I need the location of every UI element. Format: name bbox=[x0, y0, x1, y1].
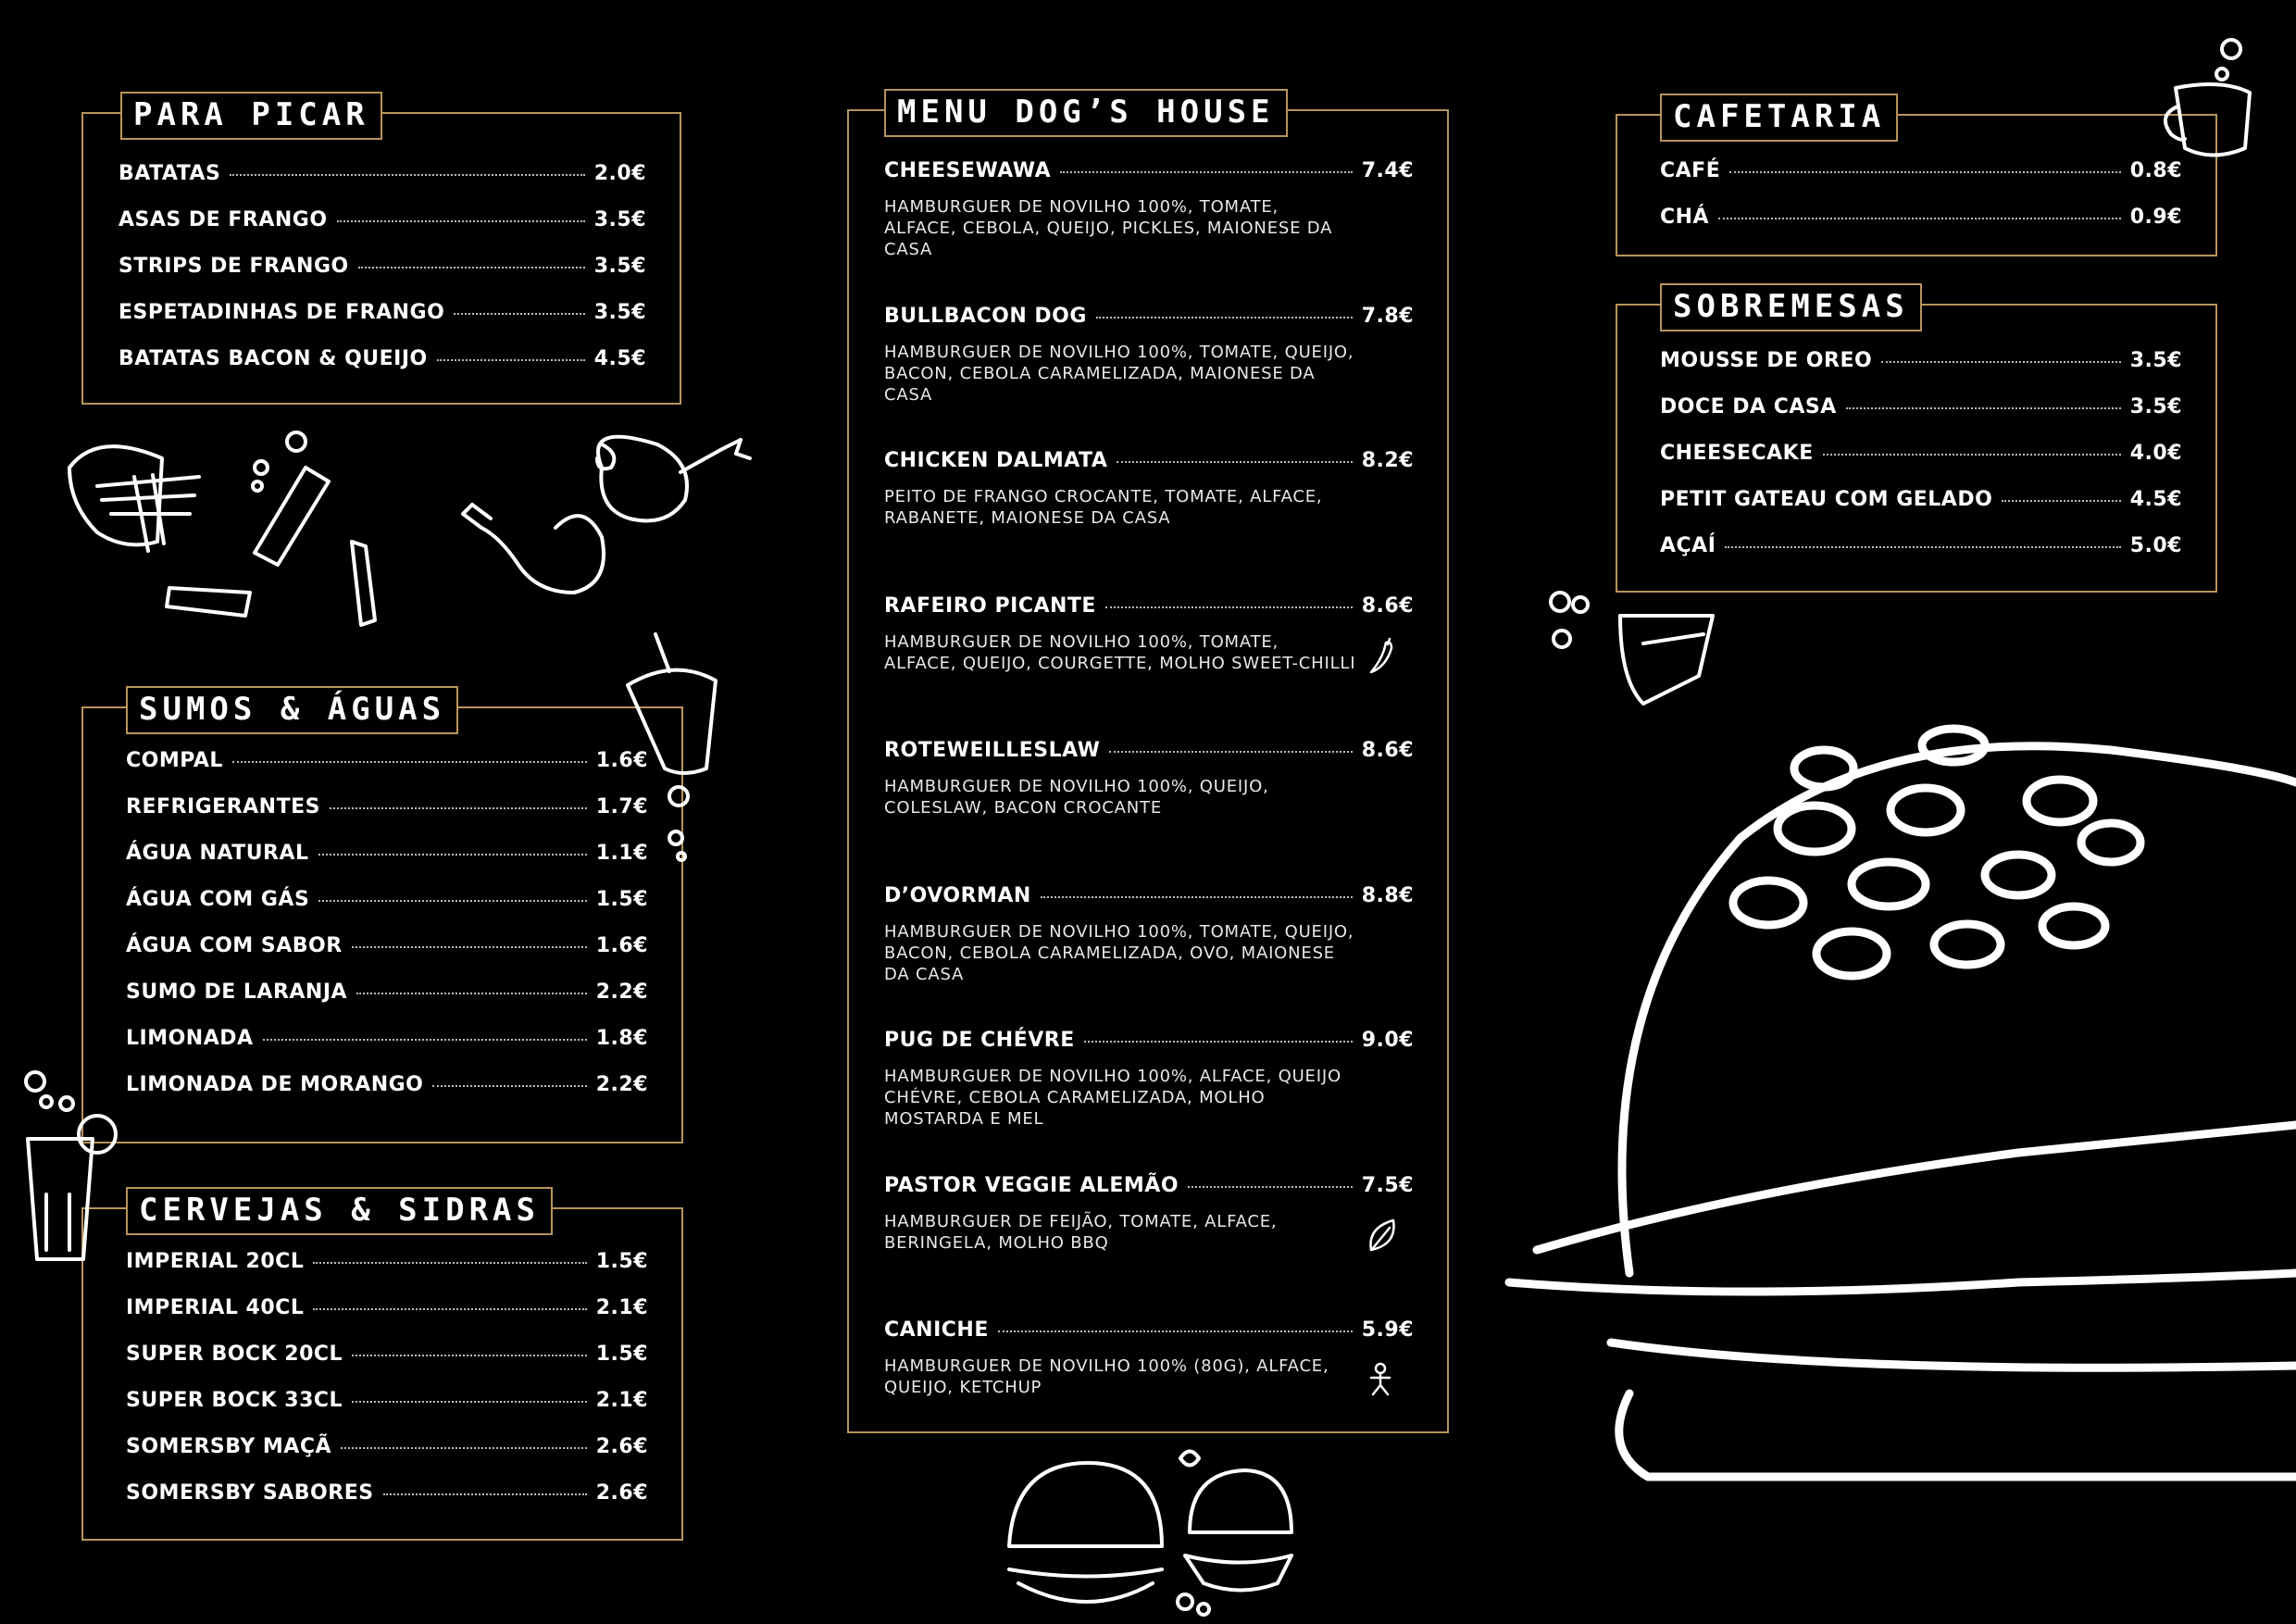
dot-leader bbox=[313, 1262, 586, 1264]
para-picar-section bbox=[81, 96, 681, 405]
item-name: ÁGUA NATURAL bbox=[126, 842, 309, 865]
item-price: 2.6€ bbox=[595, 1481, 648, 1505]
section-title: CAFETARIA bbox=[1660, 94, 1898, 142]
coffee-cup-icon bbox=[2157, 32, 2268, 162]
sumos-section bbox=[81, 691, 683, 1143]
burger-item bbox=[884, 884, 1414, 985]
item-description: HAMBURGUER DE NOVILHO 100%, QUEIJO, COLESLAW, BACON CROCANTE bbox=[884, 777, 1269, 818]
item-name: CHÁ bbox=[1660, 206, 1710, 229]
item-name: ÁGUA COM GÁS bbox=[126, 888, 310, 911]
item-name: CAFÉ bbox=[1660, 159, 1721, 182]
child-icon bbox=[1367, 1363, 1397, 1400]
item-price: 3.5€ bbox=[593, 255, 646, 278]
item-list bbox=[1660, 349, 2182, 581]
large-burger-icon bbox=[1463, 727, 2296, 1486]
item-name: SUMO DE LARANJA bbox=[126, 981, 348, 1004]
item-name: DOCE DA CASA bbox=[1660, 395, 1837, 418]
menu-item-row bbox=[126, 1250, 648, 1296]
item-price: 3.5€ bbox=[2129, 395, 2182, 418]
menu-item-row bbox=[126, 888, 648, 934]
cake-slice-icon bbox=[1541, 588, 1727, 718]
dot-leader bbox=[1881, 361, 2121, 363]
item-price: 8.2€ bbox=[1361, 449, 1414, 472]
menu-item-row bbox=[1660, 395, 2182, 442]
menu-item-row bbox=[126, 795, 648, 842]
item-name: COMPAL bbox=[126, 749, 223, 772]
menu-item-row bbox=[1660, 442, 2182, 488]
item-price: 1.6€ bbox=[595, 934, 648, 957]
item-name: IMPERIAL 40CL bbox=[126, 1296, 305, 1319]
item-price: 1.6€ bbox=[595, 749, 648, 772]
item-price: 8.8€ bbox=[1361, 883, 1414, 907]
dot-leader bbox=[1188, 1186, 1353, 1188]
item-price: 3.5€ bbox=[593, 208, 646, 231]
dot-leader bbox=[232, 761, 587, 763]
dot-leader bbox=[341, 1447, 587, 1449]
item-name: CHEESECAKE bbox=[1660, 442, 1814, 465]
dot-leader bbox=[1846, 407, 2121, 409]
french-fry-icon bbox=[162, 537, 403, 630]
dot-leader bbox=[230, 174, 584, 176]
dot-leader bbox=[318, 854, 587, 856]
dot-leader bbox=[998, 1330, 1353, 1332]
item-name: PETIT GATEAU COM GELADO bbox=[1660, 488, 1993, 511]
item-name: MOUSSE DE OREO bbox=[1660, 349, 1873, 372]
menu-item-row bbox=[884, 739, 1414, 776]
item-price: 4.5€ bbox=[2129, 488, 2182, 511]
item-name: ESPETADINHAS DE FRANGO bbox=[119, 301, 445, 324]
menu-item-row bbox=[884, 594, 1414, 631]
item-description: HAMBURGUER DE NOVILHO 100% (80G), ALFACE, QUEIJO, KETCHUP bbox=[884, 1356, 1329, 1397]
menu-item-row bbox=[119, 255, 646, 301]
dot-leader bbox=[337, 220, 585, 222]
item-price: 1.5€ bbox=[595, 1250, 648, 1273]
dot-leader bbox=[1060, 171, 1353, 173]
menu-item-row bbox=[119, 347, 646, 394]
burger-item bbox=[884, 159, 1414, 260]
section-title: PARA PICAR bbox=[120, 92, 382, 140]
item-name: D’OVORMAN bbox=[884, 883, 1031, 907]
menu-item-row bbox=[884, 1029, 1414, 1066]
burger-item bbox=[884, 594, 1414, 674]
item-name: PUG DE CHÉVRE bbox=[884, 1029, 1075, 1052]
item-description: HAMBURGUER DE NOVILHO 100%, TOMATE, ALFACE, CEBOLA, QUEIJO, PICKLES, MAIONESE DA CASA bbox=[884, 197, 1333, 259]
item-price: 2.2€ bbox=[595, 1073, 648, 1096]
item-list bbox=[126, 1250, 648, 1528]
item-name: REFRIGERANTES bbox=[126, 795, 320, 818]
item-list bbox=[119, 162, 646, 394]
dot-leader bbox=[263, 1039, 587, 1041]
menu-item-row bbox=[884, 159, 1414, 196]
menu-item-row bbox=[126, 981, 648, 1027]
soda-cup-icon bbox=[618, 630, 739, 861]
dot-leader bbox=[352, 1355, 587, 1356]
dot-leader bbox=[1109, 751, 1352, 753]
dot-leader bbox=[318, 900, 586, 902]
dot-leader bbox=[1084, 1041, 1353, 1043]
item-price: 8.6€ bbox=[1361, 739, 1414, 762]
item-name: CHICKEN DALMATA bbox=[884, 449, 1108, 472]
item-price: 0.8€ bbox=[2129, 159, 2182, 182]
item-name: PASTOR VEGGIE ALEMÃO bbox=[884, 1173, 1179, 1197]
item-name: SOMERSBY SABORES bbox=[126, 1481, 374, 1505]
burger-item bbox=[884, 449, 1414, 529]
dot-leader bbox=[1823, 454, 2121, 456]
burger-item bbox=[884, 1318, 1414, 1398]
section-title: SUMOS & ÁGUAS bbox=[126, 686, 458, 734]
item-price: 4.5€ bbox=[593, 347, 646, 370]
item-description: HAMBURGUER DE NOVILHO 100%, TOMATE, QUEIJO, BACON, CEBOLA CARAMELIZADA, MAIONESE DA CASA bbox=[884, 342, 1354, 405]
item-price: 1.5€ bbox=[595, 1343, 648, 1366]
item-list bbox=[126, 749, 648, 1119]
item-name: STRIPS DE FRANGO bbox=[119, 255, 349, 278]
item-price: 1.5€ bbox=[595, 888, 648, 911]
menu-dogs-house-section bbox=[847, 94, 1449, 1433]
item-price: 3.5€ bbox=[593, 301, 646, 324]
leaf-icon bbox=[1367, 1218, 1397, 1255]
item-name: LIMONADA bbox=[126, 1027, 254, 1050]
menu-item-row bbox=[126, 1481, 648, 1528]
menu-item-row bbox=[1660, 488, 2182, 534]
section-title: CERVEJAS & SIDRAS bbox=[126, 1187, 553, 1235]
item-name: CANICHE bbox=[884, 1318, 989, 1342]
dot-leader bbox=[1718, 218, 2121, 219]
menu-item-row bbox=[884, 449, 1414, 486]
dot-leader bbox=[330, 807, 587, 809]
item-name: SOMERSBY MAÇÃ bbox=[126, 1435, 331, 1458]
menu-item-row bbox=[126, 1389, 648, 1435]
item-price: 7.8€ bbox=[1361, 304, 1414, 328]
dot-leader bbox=[313, 1308, 586, 1310]
dot-leader bbox=[2002, 500, 2120, 502]
menu-item-row bbox=[1660, 534, 2182, 581]
item-name: BATATAS bbox=[119, 162, 221, 185]
menu-item-row bbox=[126, 1435, 648, 1481]
dot-leader bbox=[352, 946, 587, 948]
menu-item-row bbox=[119, 208, 646, 255]
menu-item-row bbox=[884, 1318, 1414, 1355]
chicken-wing-icon bbox=[444, 426, 759, 611]
item-name: SUPER BOCK 33CL bbox=[126, 1389, 343, 1412]
menu-item-row bbox=[1660, 206, 2182, 252]
section-title: SOBREMESAS bbox=[1660, 283, 1922, 331]
burger-item bbox=[884, 1174, 1414, 1254]
dot-leader bbox=[352, 1401, 587, 1403]
item-price: 5.0€ bbox=[2129, 534, 2182, 557]
menu-item-row bbox=[126, 1073, 648, 1119]
menu-item-row bbox=[884, 305, 1414, 342]
item-price: 5.9€ bbox=[1361, 1318, 1414, 1342]
sobremesas-section bbox=[1616, 288, 2217, 593]
item-description: HAMBURGUER DE NOVILHO 100%, TOMATE, QUEIJO, BACON, CEBOLA CARAMELIZADA, OVO, MAIONESE DA CASA bbox=[884, 921, 1354, 984]
menu-item-row bbox=[126, 934, 648, 981]
item-price: 2.0€ bbox=[593, 162, 646, 185]
item-name: ASAS DE FRANGO bbox=[119, 208, 328, 231]
item-name: ÁGUA COM SABOR bbox=[126, 934, 343, 957]
menu-item-row bbox=[126, 1027, 648, 1073]
item-name: LIMONADA DE MORANGO bbox=[126, 1073, 424, 1096]
menu-item-row bbox=[126, 1296, 648, 1343]
item-name: ROTEWEILLESLAW bbox=[884, 739, 1101, 762]
burger-item bbox=[884, 305, 1414, 406]
dot-leader bbox=[437, 359, 585, 361]
menu-item-row bbox=[119, 301, 646, 347]
dot-leader bbox=[1105, 606, 1353, 608]
dot-leader bbox=[356, 993, 587, 994]
item-name: CHEESEWAWA bbox=[884, 159, 1052, 182]
item-description: PEITO DE FRANGO CROCANTE, TOMATE, ALFACE, RABANETE, MAIONESE DA CASA bbox=[884, 487, 1323, 528]
item-price: 1.1€ bbox=[595, 842, 648, 865]
menu-item-row bbox=[884, 1174, 1414, 1211]
item-name: BULLBACON DOG bbox=[884, 304, 1087, 328]
item-price: 0.9€ bbox=[2129, 206, 2182, 229]
item-description: HAMBURGUER DE NOVILHO 100%, ALFACE, QUEIJO CHÉVRE, CEBOLA CARAMELIZADA, MOLHO MOSTARDA E MEL bbox=[884, 1067, 1341, 1129]
item-price: 4.0€ bbox=[2129, 442, 2182, 465]
dot-leader bbox=[1096, 317, 1353, 319]
menu-item-row bbox=[119, 162, 646, 208]
item-price: 2.1€ bbox=[595, 1296, 648, 1319]
item-name: SUPER BOCK 20CL bbox=[126, 1343, 343, 1366]
menu-item-row bbox=[1660, 349, 2182, 395]
item-price: 9.0€ bbox=[1361, 1029, 1414, 1052]
item-price: 1.7€ bbox=[595, 795, 648, 818]
section-title: MENU DOG’S HOUSE bbox=[884, 89, 1288, 137]
item-price: 2.2€ bbox=[595, 981, 648, 1004]
dot-leader bbox=[358, 267, 585, 269]
item-name: IMPERIAL 20CL bbox=[126, 1250, 305, 1273]
item-description: HAMBURGUER DE FEIJÃO, TOMATE, ALFACE, BERINGELA, MOLHO BBQ bbox=[884, 1211, 1278, 1253]
dot-leader bbox=[1041, 896, 1353, 898]
chili-pepper-icon bbox=[1367, 639, 1397, 676]
item-name: RAFEIRO PICANTE bbox=[884, 593, 1096, 618]
item-name: AÇAÍ bbox=[1660, 534, 1716, 557]
item-price: 1.8€ bbox=[595, 1027, 648, 1050]
menu-item-row bbox=[126, 1343, 648, 1389]
cafetaria-section bbox=[1616, 98, 2217, 256]
dot-leader bbox=[383, 1493, 587, 1495]
burger-item bbox=[884, 739, 1414, 818]
dot-leader bbox=[432, 1085, 586, 1087]
menu-item-row bbox=[126, 842, 648, 888]
item-price: 7.4€ bbox=[1361, 159, 1414, 182]
item-price: 7.5€ bbox=[1361, 1173, 1414, 1197]
item-list bbox=[1660, 159, 2182, 252]
item-name: BATATAS BACON & QUEIJO bbox=[119, 347, 428, 370]
menu-item-row bbox=[1660, 159, 2182, 206]
item-price: 3.5€ bbox=[2129, 349, 2182, 372]
burger-item bbox=[884, 1029, 1414, 1130]
dot-leader bbox=[1117, 461, 1352, 463]
dot-leader bbox=[1729, 171, 2120, 173]
menu-item-row bbox=[884, 884, 1414, 921]
item-description: HAMBURGUER DE NOVILHO 100%, TOMATE, ALFACE, QUEIJO, COURGETTE, MOLHO SWEET-CHILLI bbox=[884, 631, 1356, 673]
small-burgers-icon bbox=[1004, 1444, 1301, 1620]
cervejas-section bbox=[81, 1192, 683, 1541]
lemonade-glass-icon bbox=[19, 1065, 120, 1268]
item-price: 2.1€ bbox=[595, 1389, 648, 1412]
menu-item-row bbox=[126, 749, 648, 795]
dot-leader bbox=[454, 313, 584, 315]
dot-leader bbox=[1725, 546, 2120, 548]
item-price: 8.6€ bbox=[1361, 593, 1414, 618]
item-price: 2.6€ bbox=[595, 1435, 648, 1458]
